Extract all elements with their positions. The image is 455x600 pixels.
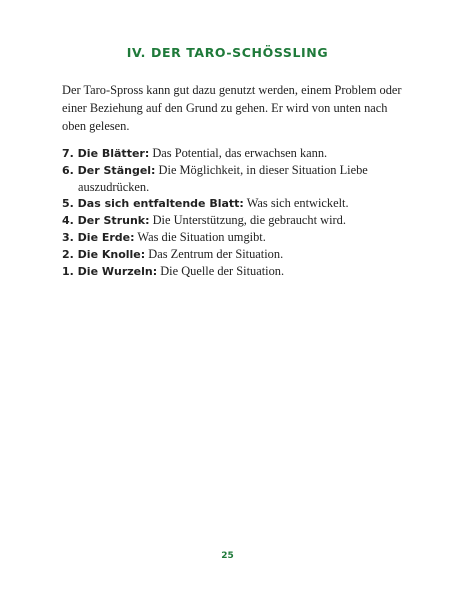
entry-term: 6. Der Stängel: [62, 164, 156, 177]
entry-text: Was sich entwickelt. [243, 196, 349, 210]
entry-term: 5. Das sich entfaltende Blatt: [62, 197, 244, 210]
spread-position-list [62, 145, 407, 280]
entry-text: Die Unterstützung, die gebraucht wird. [149, 213, 346, 227]
list-item [62, 145, 407, 162]
entry-text: Das Zentrum der Situation. [145, 247, 284, 261]
entry-term: 2. Die Knolle: [62, 248, 146, 261]
entry-text: Die Möglichkeit, in dieser Situation Liebe auszudrücken. [78, 163, 368, 194]
entry-text: Was die Situation umgibt. [134, 230, 266, 244]
list-item [62, 229, 407, 246]
entry-term: 1. Die Wurzeln: [62, 265, 158, 278]
page-number: 25 [221, 551, 234, 561]
list-item [62, 162, 407, 195]
intro-paragraph: Der Taro-Spross kann gut dazu genutzt werden, einem Problem oder einer Beziehung auf den Grund zu gehen. Er wird von unten nach oben gelesen. [62, 83, 402, 133]
entry-text: Das Potential, das erwachsen kann. [149, 146, 328, 160]
page-title: IV. DER TARO-SCHÖSSLING [126, 45, 329, 60]
list-item [62, 246, 407, 263]
entry-term: 3. Die Erde: [62, 231, 135, 244]
entry-term: 4. Der Strunk: [62, 214, 150, 227]
list-item [62, 263, 407, 280]
list-item [62, 195, 407, 212]
list-item [62, 212, 407, 229]
entry-term: 7. Die Blätter: [62, 147, 150, 160]
entry-text: Die Quelle der Situation. [157, 264, 285, 278]
